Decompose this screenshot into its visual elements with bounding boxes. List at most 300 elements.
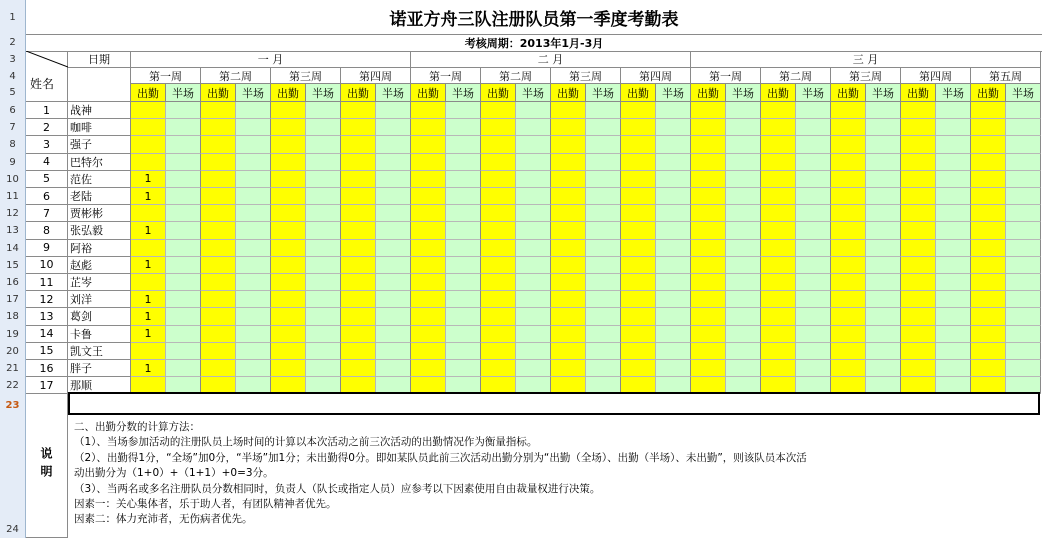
half-cell[interactable] xyxy=(586,360,621,377)
half-cell[interactable] xyxy=(306,291,341,308)
half-cell[interactable] xyxy=(796,274,831,291)
attend-cell[interactable] xyxy=(341,291,376,308)
attend-cell[interactable] xyxy=(341,343,376,360)
attend-cell[interactable] xyxy=(691,240,726,257)
attend-cell[interactable]: 1 xyxy=(131,188,166,205)
half-cell[interactable] xyxy=(166,154,201,171)
attend-cell[interactable] xyxy=(201,154,236,171)
row-number[interactable]: 9 xyxy=(9,156,16,168)
attend-cell[interactable] xyxy=(201,119,236,136)
attend-cell[interactable] xyxy=(971,102,1006,119)
attend-cell[interactable] xyxy=(131,343,166,360)
attend-cell[interactable] xyxy=(831,326,866,343)
half-cell[interactable] xyxy=(446,360,481,377)
attend-cell[interactable] xyxy=(691,205,726,222)
attend-cell[interactable] xyxy=(201,257,236,274)
attend-cell[interactable] xyxy=(551,257,586,274)
attend-cell[interactable] xyxy=(761,222,796,239)
attend-cell[interactable] xyxy=(201,222,236,239)
half-cell[interactable] xyxy=(236,291,271,308)
half-cell[interactable] xyxy=(166,188,201,205)
half-cell[interactable] xyxy=(236,326,271,343)
attend-cell[interactable] xyxy=(831,119,866,136)
half-cell[interactable] xyxy=(656,136,691,153)
half-cell[interactable] xyxy=(516,188,551,205)
half-cell[interactable] xyxy=(936,257,971,274)
attend-cell[interactable]: 1 xyxy=(131,308,166,325)
attend-cell[interactable] xyxy=(831,360,866,377)
attend-cell[interactable] xyxy=(481,343,516,360)
half-cell[interactable] xyxy=(166,205,201,222)
attend-cell[interactable] xyxy=(691,274,726,291)
half-cell[interactable] xyxy=(306,274,341,291)
row-number[interactable]: 5 xyxy=(9,87,16,98)
row-number[interactable]: 11 xyxy=(6,191,19,202)
half-cell[interactable] xyxy=(306,154,341,171)
attend-cell[interactable] xyxy=(481,136,516,153)
half-cell[interactable] xyxy=(586,136,621,153)
attend-cell[interactable] xyxy=(201,102,236,119)
half-cell[interactable] xyxy=(936,102,971,119)
half-cell[interactable] xyxy=(306,343,341,360)
attend-cell[interactable] xyxy=(901,326,936,343)
half-cell[interactable] xyxy=(516,360,551,377)
half-cell[interactable] xyxy=(1006,257,1041,274)
half-cell[interactable] xyxy=(656,188,691,205)
half-cell[interactable] xyxy=(796,102,831,119)
attend-cell[interactable] xyxy=(271,188,306,205)
half-cell[interactable] xyxy=(306,308,341,325)
attend-cell[interactable]: 1 xyxy=(131,360,166,377)
half-cell[interactable] xyxy=(236,360,271,377)
half-cell[interactable] xyxy=(306,360,341,377)
attend-cell[interactable] xyxy=(691,343,726,360)
half-cell[interactable] xyxy=(936,205,971,222)
half-cell[interactable] xyxy=(516,119,551,136)
attend-cell[interactable] xyxy=(761,257,796,274)
half-cell[interactable] xyxy=(796,119,831,136)
attend-cell[interactable] xyxy=(411,205,446,222)
half-cell[interactable] xyxy=(866,188,901,205)
attend-cell[interactable] xyxy=(761,188,796,205)
half-cell[interactable] xyxy=(446,257,481,274)
half-cell[interactable] xyxy=(1006,326,1041,343)
half-cell[interactable] xyxy=(866,343,901,360)
attend-cell[interactable] xyxy=(971,274,1006,291)
attend-cell[interactable] xyxy=(621,291,656,308)
half-cell[interactable] xyxy=(726,136,761,153)
half-cell[interactable] xyxy=(446,119,481,136)
half-cell[interactable] xyxy=(516,257,551,274)
attend-cell[interactable] xyxy=(271,119,306,136)
half-cell[interactable] xyxy=(656,257,691,274)
half-cell[interactable] xyxy=(866,205,901,222)
attend-cell[interactable] xyxy=(761,171,796,188)
attend-cell[interactable] xyxy=(271,136,306,153)
half-cell[interactable] xyxy=(586,291,621,308)
half-cell[interactable] xyxy=(166,257,201,274)
attend-cell[interactable] xyxy=(901,291,936,308)
attend-cell[interactable] xyxy=(831,136,866,153)
attend-cell[interactable] xyxy=(411,188,446,205)
attend-cell[interactable] xyxy=(971,222,1006,239)
attend-cell[interactable] xyxy=(131,154,166,171)
attend-cell[interactable] xyxy=(761,240,796,257)
attend-cell[interactable] xyxy=(411,154,446,171)
half-cell[interactable] xyxy=(936,136,971,153)
half-cell[interactable] xyxy=(936,343,971,360)
half-cell[interactable] xyxy=(516,308,551,325)
attend-cell[interactable] xyxy=(481,188,516,205)
half-cell[interactable] xyxy=(306,257,341,274)
attend-cell[interactable] xyxy=(411,136,446,153)
half-cell[interactable] xyxy=(1006,360,1041,377)
half-cell[interactable] xyxy=(236,257,271,274)
attend-cell[interactable] xyxy=(831,257,866,274)
half-cell[interactable] xyxy=(726,205,761,222)
half-cell[interactable] xyxy=(866,308,901,325)
attend-cell[interactable] xyxy=(621,343,656,360)
attend-cell[interactable] xyxy=(201,274,236,291)
attend-cell[interactable] xyxy=(971,343,1006,360)
half-cell[interactable] xyxy=(236,308,271,325)
half-cell[interactable] xyxy=(236,188,271,205)
half-cell[interactable] xyxy=(446,205,481,222)
attend-cell[interactable] xyxy=(481,308,516,325)
attend-cell[interactable] xyxy=(411,119,446,136)
half-cell[interactable] xyxy=(376,136,411,153)
half-cell[interactable] xyxy=(586,205,621,222)
half-cell[interactable] xyxy=(516,274,551,291)
attend-cell[interactable] xyxy=(691,119,726,136)
half-cell[interactable] xyxy=(376,274,411,291)
half-cell[interactable] xyxy=(446,222,481,239)
half-cell[interactable] xyxy=(1006,136,1041,153)
half-cell[interactable] xyxy=(376,205,411,222)
attend-cell[interactable] xyxy=(201,326,236,343)
half-cell[interactable] xyxy=(866,102,901,119)
half-cell[interactable] xyxy=(726,308,761,325)
half-cell[interactable] xyxy=(586,188,621,205)
half-cell[interactable] xyxy=(1006,154,1041,171)
half-cell[interactable] xyxy=(866,326,901,343)
attend-cell[interactable] xyxy=(481,102,516,119)
attend-cell[interactable] xyxy=(131,274,166,291)
half-cell[interactable] xyxy=(796,222,831,239)
half-cell[interactable] xyxy=(166,240,201,257)
attend-cell[interactable] xyxy=(901,257,936,274)
half-cell[interactable] xyxy=(726,326,761,343)
attend-cell[interactable] xyxy=(271,343,306,360)
half-cell[interactable] xyxy=(586,119,621,136)
attend-cell[interactable] xyxy=(691,136,726,153)
half-cell[interactable] xyxy=(936,360,971,377)
half-cell[interactable] xyxy=(796,360,831,377)
half-cell[interactable] xyxy=(796,343,831,360)
half-cell[interactable] xyxy=(516,291,551,308)
half-cell[interactable] xyxy=(726,154,761,171)
half-cell[interactable] xyxy=(306,136,341,153)
attend-cell[interactable] xyxy=(271,222,306,239)
half-cell[interactable] xyxy=(376,188,411,205)
attend-cell[interactable] xyxy=(971,291,1006,308)
attend-cell[interactable] xyxy=(901,274,936,291)
row-number[interactable]: 24 xyxy=(6,524,19,535)
half-cell[interactable] xyxy=(306,240,341,257)
attend-cell[interactable]: 1 xyxy=(131,291,166,308)
attend-cell[interactable] xyxy=(341,308,376,325)
attend-cell[interactable] xyxy=(761,326,796,343)
attend-cell[interactable] xyxy=(551,154,586,171)
attend-cell[interactable] xyxy=(341,119,376,136)
attend-cell[interactable] xyxy=(341,102,376,119)
attend-cell[interactable] xyxy=(481,240,516,257)
half-cell[interactable] xyxy=(656,171,691,188)
half-cell[interactable] xyxy=(446,308,481,325)
half-cell[interactable] xyxy=(236,171,271,188)
half-cell[interactable] xyxy=(166,102,201,119)
attend-cell[interactable] xyxy=(901,102,936,119)
attend-cell[interactable] xyxy=(481,119,516,136)
attend-cell[interactable] xyxy=(971,154,1006,171)
half-cell[interactable] xyxy=(656,343,691,360)
attend-cell[interactable] xyxy=(131,240,166,257)
attend-cell[interactable] xyxy=(271,240,306,257)
half-cell[interactable] xyxy=(586,274,621,291)
half-cell[interactable] xyxy=(236,222,271,239)
attend-cell[interactable]: 1 xyxy=(131,326,166,343)
row-number[interactable]: 15 xyxy=(6,259,19,271)
half-cell[interactable] xyxy=(796,308,831,325)
attend-cell[interactable] xyxy=(131,205,166,222)
attend-cell[interactable] xyxy=(481,326,516,343)
attend-cell[interactable] xyxy=(621,257,656,274)
row-number[interactable]: 2 xyxy=(9,37,16,48)
row-number[interactable]: 16 xyxy=(6,277,19,288)
attend-cell[interactable] xyxy=(621,240,656,257)
half-cell[interactable] xyxy=(656,360,691,377)
attend-cell[interactable] xyxy=(551,360,586,377)
attend-cell[interactable] xyxy=(341,274,376,291)
attend-cell[interactable] xyxy=(691,222,726,239)
attend-cell[interactable] xyxy=(621,308,656,325)
half-cell[interactable] xyxy=(796,240,831,257)
half-cell[interactable] xyxy=(726,291,761,308)
half-cell[interactable] xyxy=(586,102,621,119)
half-cell[interactable] xyxy=(446,136,481,153)
row-number[interactable]: 13 xyxy=(6,225,19,237)
half-cell[interactable] xyxy=(1006,188,1041,205)
attend-cell[interactable] xyxy=(341,257,376,274)
half-cell[interactable] xyxy=(656,205,691,222)
attend-cell[interactable] xyxy=(691,154,726,171)
half-cell[interactable] xyxy=(726,274,761,291)
half-cell[interactable] xyxy=(936,222,971,239)
half-cell[interactable] xyxy=(446,326,481,343)
half-cell[interactable] xyxy=(726,102,761,119)
half-cell[interactable] xyxy=(586,222,621,239)
half-cell[interactable] xyxy=(446,102,481,119)
attend-cell[interactable] xyxy=(551,291,586,308)
attend-cell[interactable] xyxy=(621,136,656,153)
half-cell[interactable] xyxy=(166,119,201,136)
attend-cell[interactable] xyxy=(831,222,866,239)
attend-cell[interactable] xyxy=(621,274,656,291)
half-cell[interactable] xyxy=(656,222,691,239)
attend-cell[interactable] xyxy=(201,308,236,325)
attend-cell[interactable] xyxy=(271,308,306,325)
attend-cell[interactable] xyxy=(691,360,726,377)
row-number[interactable]: 14 xyxy=(6,242,19,254)
attend-cell[interactable] xyxy=(971,326,1006,343)
attend-cell[interactable] xyxy=(901,188,936,205)
half-cell[interactable] xyxy=(656,154,691,171)
half-cell[interactable] xyxy=(866,119,901,136)
attend-cell[interactable] xyxy=(341,326,376,343)
attend-cell[interactable] xyxy=(481,274,516,291)
half-cell[interactable] xyxy=(166,291,201,308)
half-cell[interactable] xyxy=(796,326,831,343)
attend-cell[interactable] xyxy=(551,102,586,119)
half-cell[interactable] xyxy=(866,360,901,377)
half-cell[interactable] xyxy=(656,308,691,325)
half-cell[interactable] xyxy=(446,291,481,308)
half-cell[interactable] xyxy=(1006,171,1041,188)
half-cell[interactable] xyxy=(166,360,201,377)
attend-cell[interactable] xyxy=(691,188,726,205)
attend-cell[interactable]: 1 xyxy=(131,171,166,188)
attend-cell[interactable] xyxy=(341,240,376,257)
attend-cell[interactable] xyxy=(831,154,866,171)
attend-cell[interactable] xyxy=(201,171,236,188)
attend-cell[interactable] xyxy=(271,205,306,222)
half-cell[interactable] xyxy=(866,240,901,257)
half-cell[interactable] xyxy=(936,240,971,257)
attend-cell[interactable] xyxy=(971,240,1006,257)
half-cell[interactable] xyxy=(656,102,691,119)
half-cell[interactable] xyxy=(936,188,971,205)
attend-cell[interactable] xyxy=(131,136,166,153)
attend-cell[interactable] xyxy=(901,240,936,257)
attend-cell[interactable] xyxy=(551,222,586,239)
half-cell[interactable] xyxy=(656,274,691,291)
attend-cell[interactable] xyxy=(481,154,516,171)
attend-cell[interactable] xyxy=(551,308,586,325)
half-cell[interactable] xyxy=(376,308,411,325)
half-cell[interactable] xyxy=(586,240,621,257)
attend-cell[interactable] xyxy=(761,360,796,377)
attend-cell[interactable] xyxy=(201,240,236,257)
attend-cell[interactable] xyxy=(831,171,866,188)
attend-cell[interactable] xyxy=(971,205,1006,222)
half-cell[interactable] xyxy=(446,240,481,257)
half-cell[interactable] xyxy=(446,171,481,188)
attend-cell[interactable] xyxy=(201,205,236,222)
half-cell[interactable] xyxy=(866,154,901,171)
half-cell[interactable] xyxy=(866,136,901,153)
half-cell[interactable] xyxy=(376,119,411,136)
half-cell[interactable] xyxy=(866,222,901,239)
row-number[interactable]: 3 xyxy=(9,54,16,65)
attend-cell[interactable] xyxy=(691,171,726,188)
half-cell[interactable] xyxy=(236,136,271,153)
row-number[interactable]: 20 xyxy=(6,345,19,357)
attend-cell[interactable] xyxy=(411,102,446,119)
attend-cell[interactable] xyxy=(691,102,726,119)
half-cell[interactable] xyxy=(936,171,971,188)
half-cell[interactable] xyxy=(306,102,341,119)
half-cell[interactable] xyxy=(936,274,971,291)
attend-cell[interactable] xyxy=(691,308,726,325)
attend-cell[interactable] xyxy=(901,360,936,377)
attend-cell[interactable] xyxy=(411,171,446,188)
row-number[interactable]: 21 xyxy=(6,363,19,374)
half-cell[interactable] xyxy=(516,136,551,153)
attend-cell[interactable] xyxy=(411,257,446,274)
attend-cell[interactable] xyxy=(971,188,1006,205)
attend-cell[interactable] xyxy=(201,291,236,308)
attend-cell[interactable] xyxy=(901,343,936,360)
half-cell[interactable] xyxy=(376,171,411,188)
half-cell[interactable] xyxy=(516,171,551,188)
half-cell[interactable] xyxy=(306,188,341,205)
half-cell[interactable] xyxy=(1006,222,1041,239)
half-cell[interactable] xyxy=(516,326,551,343)
attend-cell[interactable] xyxy=(831,102,866,119)
attend-cell[interactable] xyxy=(481,257,516,274)
attend-cell[interactable] xyxy=(271,326,306,343)
attend-cell[interactable] xyxy=(901,222,936,239)
attend-cell[interactable] xyxy=(341,136,376,153)
attend-cell[interactable] xyxy=(411,240,446,257)
half-cell[interactable] xyxy=(166,274,201,291)
attend-cell[interactable] xyxy=(971,136,1006,153)
half-cell[interactable] xyxy=(1006,102,1041,119)
half-cell[interactable] xyxy=(586,154,621,171)
attend-cell[interactable] xyxy=(551,205,586,222)
attend-cell[interactable] xyxy=(551,240,586,257)
half-cell[interactable] xyxy=(726,343,761,360)
attend-cell[interactable] xyxy=(691,257,726,274)
attend-cell[interactable] xyxy=(831,240,866,257)
row-number[interactable]: 18 xyxy=(6,311,19,323)
half-cell[interactable] xyxy=(796,171,831,188)
half-cell[interactable] xyxy=(1006,291,1041,308)
attend-cell[interactable] xyxy=(621,360,656,377)
half-cell[interactable] xyxy=(446,188,481,205)
attend-cell[interactable] xyxy=(971,257,1006,274)
attend-cell[interactable] xyxy=(481,171,516,188)
half-cell[interactable] xyxy=(586,171,621,188)
half-cell[interactable] xyxy=(866,291,901,308)
attend-cell[interactable]: 1 xyxy=(131,222,166,239)
half-cell[interactable] xyxy=(1006,274,1041,291)
half-cell[interactable] xyxy=(656,240,691,257)
half-cell[interactable] xyxy=(936,119,971,136)
attend-cell[interactable] xyxy=(691,326,726,343)
half-cell[interactable] xyxy=(236,154,271,171)
attend-cell[interactable] xyxy=(551,188,586,205)
half-cell[interactable] xyxy=(726,188,761,205)
attend-cell[interactable] xyxy=(761,119,796,136)
half-cell[interactable] xyxy=(236,274,271,291)
attend-cell[interactable] xyxy=(831,343,866,360)
attend-cell[interactable] xyxy=(131,102,166,119)
attend-cell[interactable] xyxy=(411,291,446,308)
attend-cell[interactable] xyxy=(271,154,306,171)
half-cell[interactable] xyxy=(306,205,341,222)
half-cell[interactable] xyxy=(376,291,411,308)
